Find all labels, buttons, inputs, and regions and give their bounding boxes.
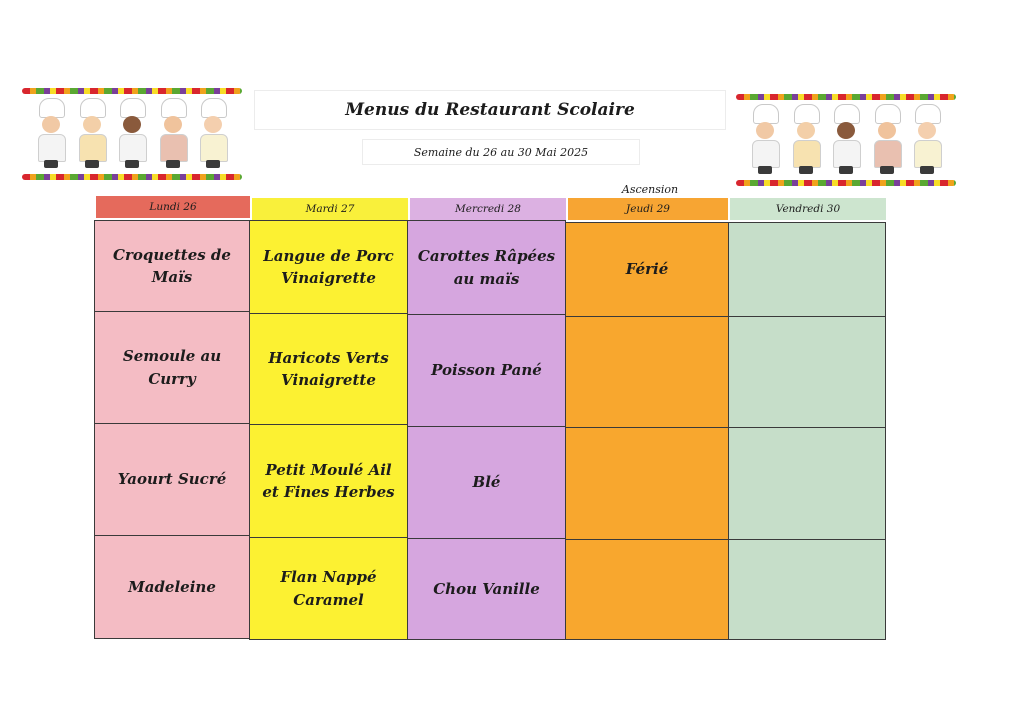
menu-cell [565, 539, 729, 640]
menu-cell: Flan Nappé Caramel [249, 537, 408, 640]
vegetables-border-bottom [736, 180, 956, 186]
chef-kid-icon [156, 98, 190, 170]
week-box [362, 139, 640, 165]
week-label: Semaine du 26 au 30 Mai 2025 [413, 145, 589, 159]
menu-cell [728, 222, 886, 317]
menu-cell: Yaourt Sucré [94, 423, 250, 536]
chef-kid-icon [75, 98, 109, 170]
menu-cell: Poisson Pané [407, 314, 566, 427]
menu-cell: Chou Vanille [407, 538, 566, 640]
menu-cell: Férié [565, 222, 729, 317]
chef-kid-icon [870, 104, 904, 176]
chefs-illustration-left [22, 88, 242, 180]
chefs-illustration-right [736, 94, 956, 186]
column-mercredi [407, 220, 566, 640]
menu-cell: Croquettes de Maïs [94, 220, 250, 312]
day-header-mercredi: Mercredi 28 [410, 198, 566, 220]
day-header-mardi: Mardi 27 [252, 198, 408, 220]
menu-cell [565, 427, 729, 540]
menu-cell: Langue de Porc Vinaigrette [249, 220, 408, 314]
chef-kid-icon [748, 104, 782, 176]
menu-cell [728, 427, 886, 540]
day-header-lundi: Lundi 26 [96, 196, 250, 218]
holiday-note: Ascension [621, 183, 679, 196]
chef-kid-icon [910, 104, 944, 176]
page-title: Menus du Restaurant Scolaire [345, 100, 635, 120]
chef-kid-icon [115, 98, 149, 170]
chef-kid-icon [34, 98, 68, 170]
menu-cell [565, 316, 729, 428]
menu-cell: Semoule au Curry [94, 311, 250, 424]
menu-table [94, 220, 886, 640]
chef-kid-icon [829, 104, 863, 176]
menu-cell: Carottes Râpées au maïs [407, 220, 566, 315]
menu-cell [728, 316, 886, 428]
vegetables-border-bottom [22, 174, 242, 180]
column-lundi [94, 220, 250, 640]
day-header-vendredi: Vendredi 30 [730, 198, 886, 220]
column-mardi [249, 220, 408, 640]
chef-kid-icon [789, 104, 823, 176]
menu-cell: Haricots Verts Vinaigrette [249, 313, 408, 425]
menu-cell: Petit Moulé Ail et Fines Herbes [249, 424, 408, 538]
chef-kid-icon [196, 98, 230, 170]
column-vendredi [728, 220, 886, 640]
menu-cell: Blé [407, 426, 566, 539]
vegetables-border-top [736, 94, 956, 100]
vegetables-border-top [22, 88, 242, 94]
day-header-jeudi: Jeudi 29 [568, 198, 728, 220]
column-jeudi [565, 220, 729, 640]
menu-cell: Madeleine [94, 535, 250, 639]
title-box [254, 90, 726, 130]
menu-cell [728, 539, 886, 640]
